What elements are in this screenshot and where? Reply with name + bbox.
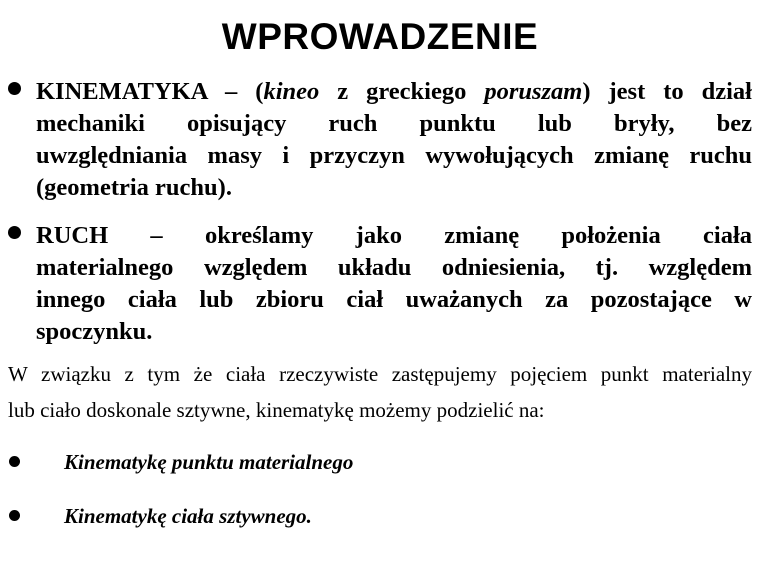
bullet-dot-icon <box>8 226 21 239</box>
bullet-line: innego ciała lub zbioru ciał uważanych za pozostające w <box>36 286 752 313</box>
bullet-line: spoczynku. <box>36 318 153 345</box>
bullet-text-part: KINEMATYKA – ( <box>36 78 264 105</box>
bullet-line: mechaniki opisujący ruch punktu lub bryły, bez <box>36 110 752 137</box>
bullet-text-part: z greckiego <box>319 78 485 105</box>
bullet-line: (geometria ruchu). <box>36 174 232 201</box>
bullet-dot-icon <box>9 510 20 521</box>
sub-item-label: Kinematykę ciała sztywnego. <box>64 504 312 528</box>
bullet-line <box>36 76 752 108</box>
bullet-ruch-text <box>36 220 752 348</box>
bullet-text-italic: kineo <box>263 78 320 105</box>
intro-paragraph <box>8 356 752 428</box>
bullet-text-italic: poruszam <box>484 78 583 105</box>
bullet-dot-icon <box>8 82 21 95</box>
bullet-text-part: ) jest to dział <box>582 78 752 105</box>
paragraph-line: lub ciało doskonale sztywne, kinematykę możemy podzielić na: <box>8 398 545 422</box>
bullet-line: uwzględniania masy i przyczyn wywołujących zmianę ruchu <box>36 142 752 169</box>
slide-title: WPROWADZENIE <box>221 16 539 57</box>
bullet-kinematyka-text <box>36 76 752 204</box>
bullet-line: RUCH – określamy jako zmianę położenia ciała <box>36 222 752 249</box>
sub-item-cialo-sztywne <box>0 501 760 531</box>
sub-item-punkt-materialny <box>0 447 760 477</box>
bullet-line: materialnego względem układu odniesienia, tj. względem <box>36 254 752 281</box>
bullet-dot-icon <box>9 456 20 467</box>
sub-item-label: Kinematykę punktu materialnego <box>64 450 354 474</box>
paragraph-line: W związku z tym że ciała rzeczywiste zastępujemy pojęciem punkt materialny <box>8 362 752 386</box>
